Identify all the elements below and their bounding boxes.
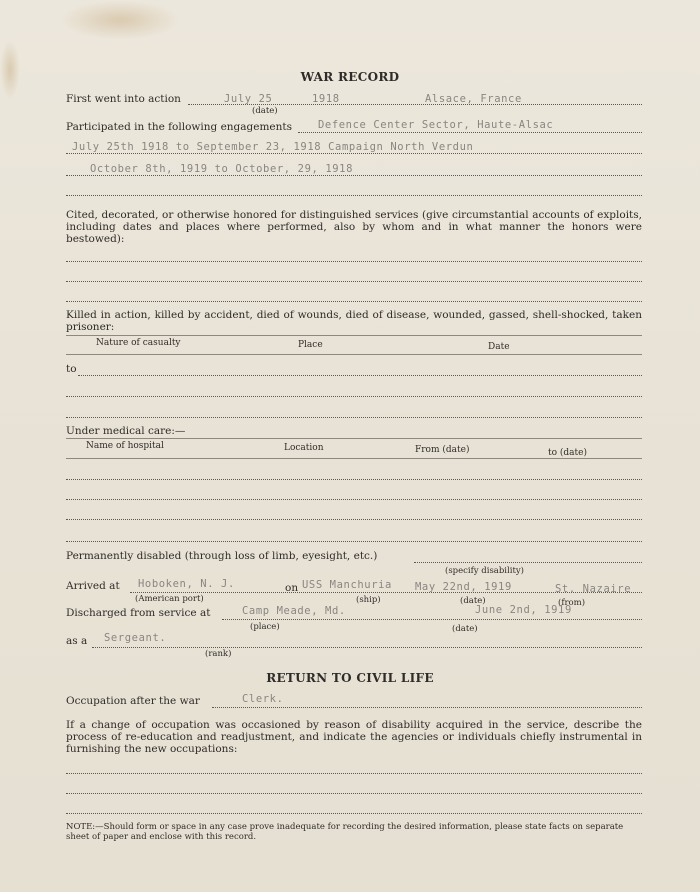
col-to-date: to (date) xyxy=(548,448,587,458)
engagement-entry: October 8th, 1919 to October, 29, 1918 xyxy=(90,163,354,175)
cited-line xyxy=(66,261,642,262)
medical-rule-bottom xyxy=(66,458,642,459)
casualty-line xyxy=(66,417,642,418)
disabled-caption: (specify disability) xyxy=(445,566,524,576)
disabled-line xyxy=(414,562,642,563)
medical-rule-top xyxy=(66,438,642,439)
change-of-occupation-text: If a change of occupation was occasioned by reason of disability acquired in the service, describe the process of re-education and readjustment, and indicate the agencies or individuals chiefly instrumental in furnishing the new occupations: xyxy=(66,719,642,755)
medical-line xyxy=(66,519,642,520)
arrived-label: Arrived at xyxy=(66,580,120,592)
first-action-date-caption: (date) xyxy=(252,106,278,116)
cited-line xyxy=(66,281,642,282)
change-line xyxy=(66,773,642,774)
casualty-rule-top xyxy=(66,335,642,336)
engagement-entry: July 25th 1918 to September 23, 1918 Campaign North Verdun xyxy=(72,141,474,153)
discharged-label: Discharged from service at xyxy=(66,607,211,619)
occupation-label: Occupation after the war xyxy=(66,695,200,707)
footnote: NOTE:—Should form or space in any case prove inadequate for recording the desired information, please state facts on separate sheet of paper and enclose with this record. xyxy=(66,822,624,842)
col-location: Location xyxy=(284,443,324,453)
arrived-port-caption: (American port) xyxy=(135,594,204,604)
medical-line xyxy=(66,499,642,500)
casualty-to-label: to xyxy=(66,363,77,375)
rank-value: Sergeant. xyxy=(104,632,167,644)
col-place: Place xyxy=(298,340,323,350)
casualty-text: Killed in action, killed by accident, died of wounds, died of disease, wounded, gassed, shell-shocked, taken prisoner: xyxy=(66,309,642,333)
war-record-heading: WAR RECORD xyxy=(300,70,400,84)
engagements-line-4 xyxy=(66,195,642,196)
discharged-place-caption: (place) xyxy=(250,622,280,632)
cited-text: Cited, decorated, or otherwise honored for distinguished services (give circumstantial accounts of exploits, including dates and places where performed, also by whom and in what manner the honors were bestowed): xyxy=(66,209,642,245)
change-line xyxy=(66,813,642,814)
discharged-place: Camp Meade, Md. xyxy=(242,605,346,617)
engagements-label: Participated in the following engagements xyxy=(66,121,293,133)
arrived-on-label: on xyxy=(285,582,299,594)
paper-stain xyxy=(60,0,180,40)
casualty-line xyxy=(66,396,642,397)
casualty-rule-bottom xyxy=(66,354,642,355)
discharged-line xyxy=(222,619,642,620)
occupation-value: Clerk. xyxy=(242,693,284,705)
rank-caption: (rank) xyxy=(205,649,232,659)
arrived-port: Hoboken, N. J. xyxy=(138,578,235,590)
engagements-line-2 xyxy=(66,153,642,154)
engagements-line-3 xyxy=(66,175,642,176)
rank-line xyxy=(92,647,642,648)
arrived-date-caption: (date) xyxy=(460,596,486,606)
first-action-date: July 25 xyxy=(224,93,273,105)
change-line xyxy=(66,793,642,794)
engagements-line-1 xyxy=(298,132,642,133)
medical-line xyxy=(66,541,642,542)
col-nature-of-casualty: Nature of casualty xyxy=(96,338,181,348)
col-from-date: From (date) xyxy=(415,445,470,455)
disabled-label: Permanently disabled (through loss of limb, eyesight, etc.) xyxy=(66,550,378,562)
discharged-date-caption: (date) xyxy=(452,624,478,634)
arrived-date: May 22nd, 1919 xyxy=(415,581,512,593)
casualty-line xyxy=(78,375,642,376)
medical-care-label: Under medical care:— xyxy=(66,425,186,437)
col-date: Date xyxy=(488,342,510,352)
medical-line xyxy=(66,479,642,480)
col-hospital: Name of hospital xyxy=(86,441,164,451)
arrived-ship-caption: (ship) xyxy=(356,595,381,605)
discharged-date: June 2nd, 1919 xyxy=(475,604,572,616)
arrived-from-caption: (from) xyxy=(558,598,586,608)
first-action-year: 1918 xyxy=(312,93,340,105)
rank-label: as a xyxy=(66,635,88,647)
arrived-from: St. Nazaire xyxy=(555,583,632,595)
cited-line xyxy=(66,301,642,302)
engagement-entry: Defence Center Sector, Haute-Alsac xyxy=(318,119,554,131)
first-action-place: Alsace, France xyxy=(425,93,522,105)
occupation-line xyxy=(212,707,642,708)
civil-life-heading: RETURN TO CIVIL LIFE xyxy=(266,671,434,685)
first-action-label: First went into action xyxy=(66,93,181,105)
arrived-ship: USS Manchuria xyxy=(302,579,392,591)
